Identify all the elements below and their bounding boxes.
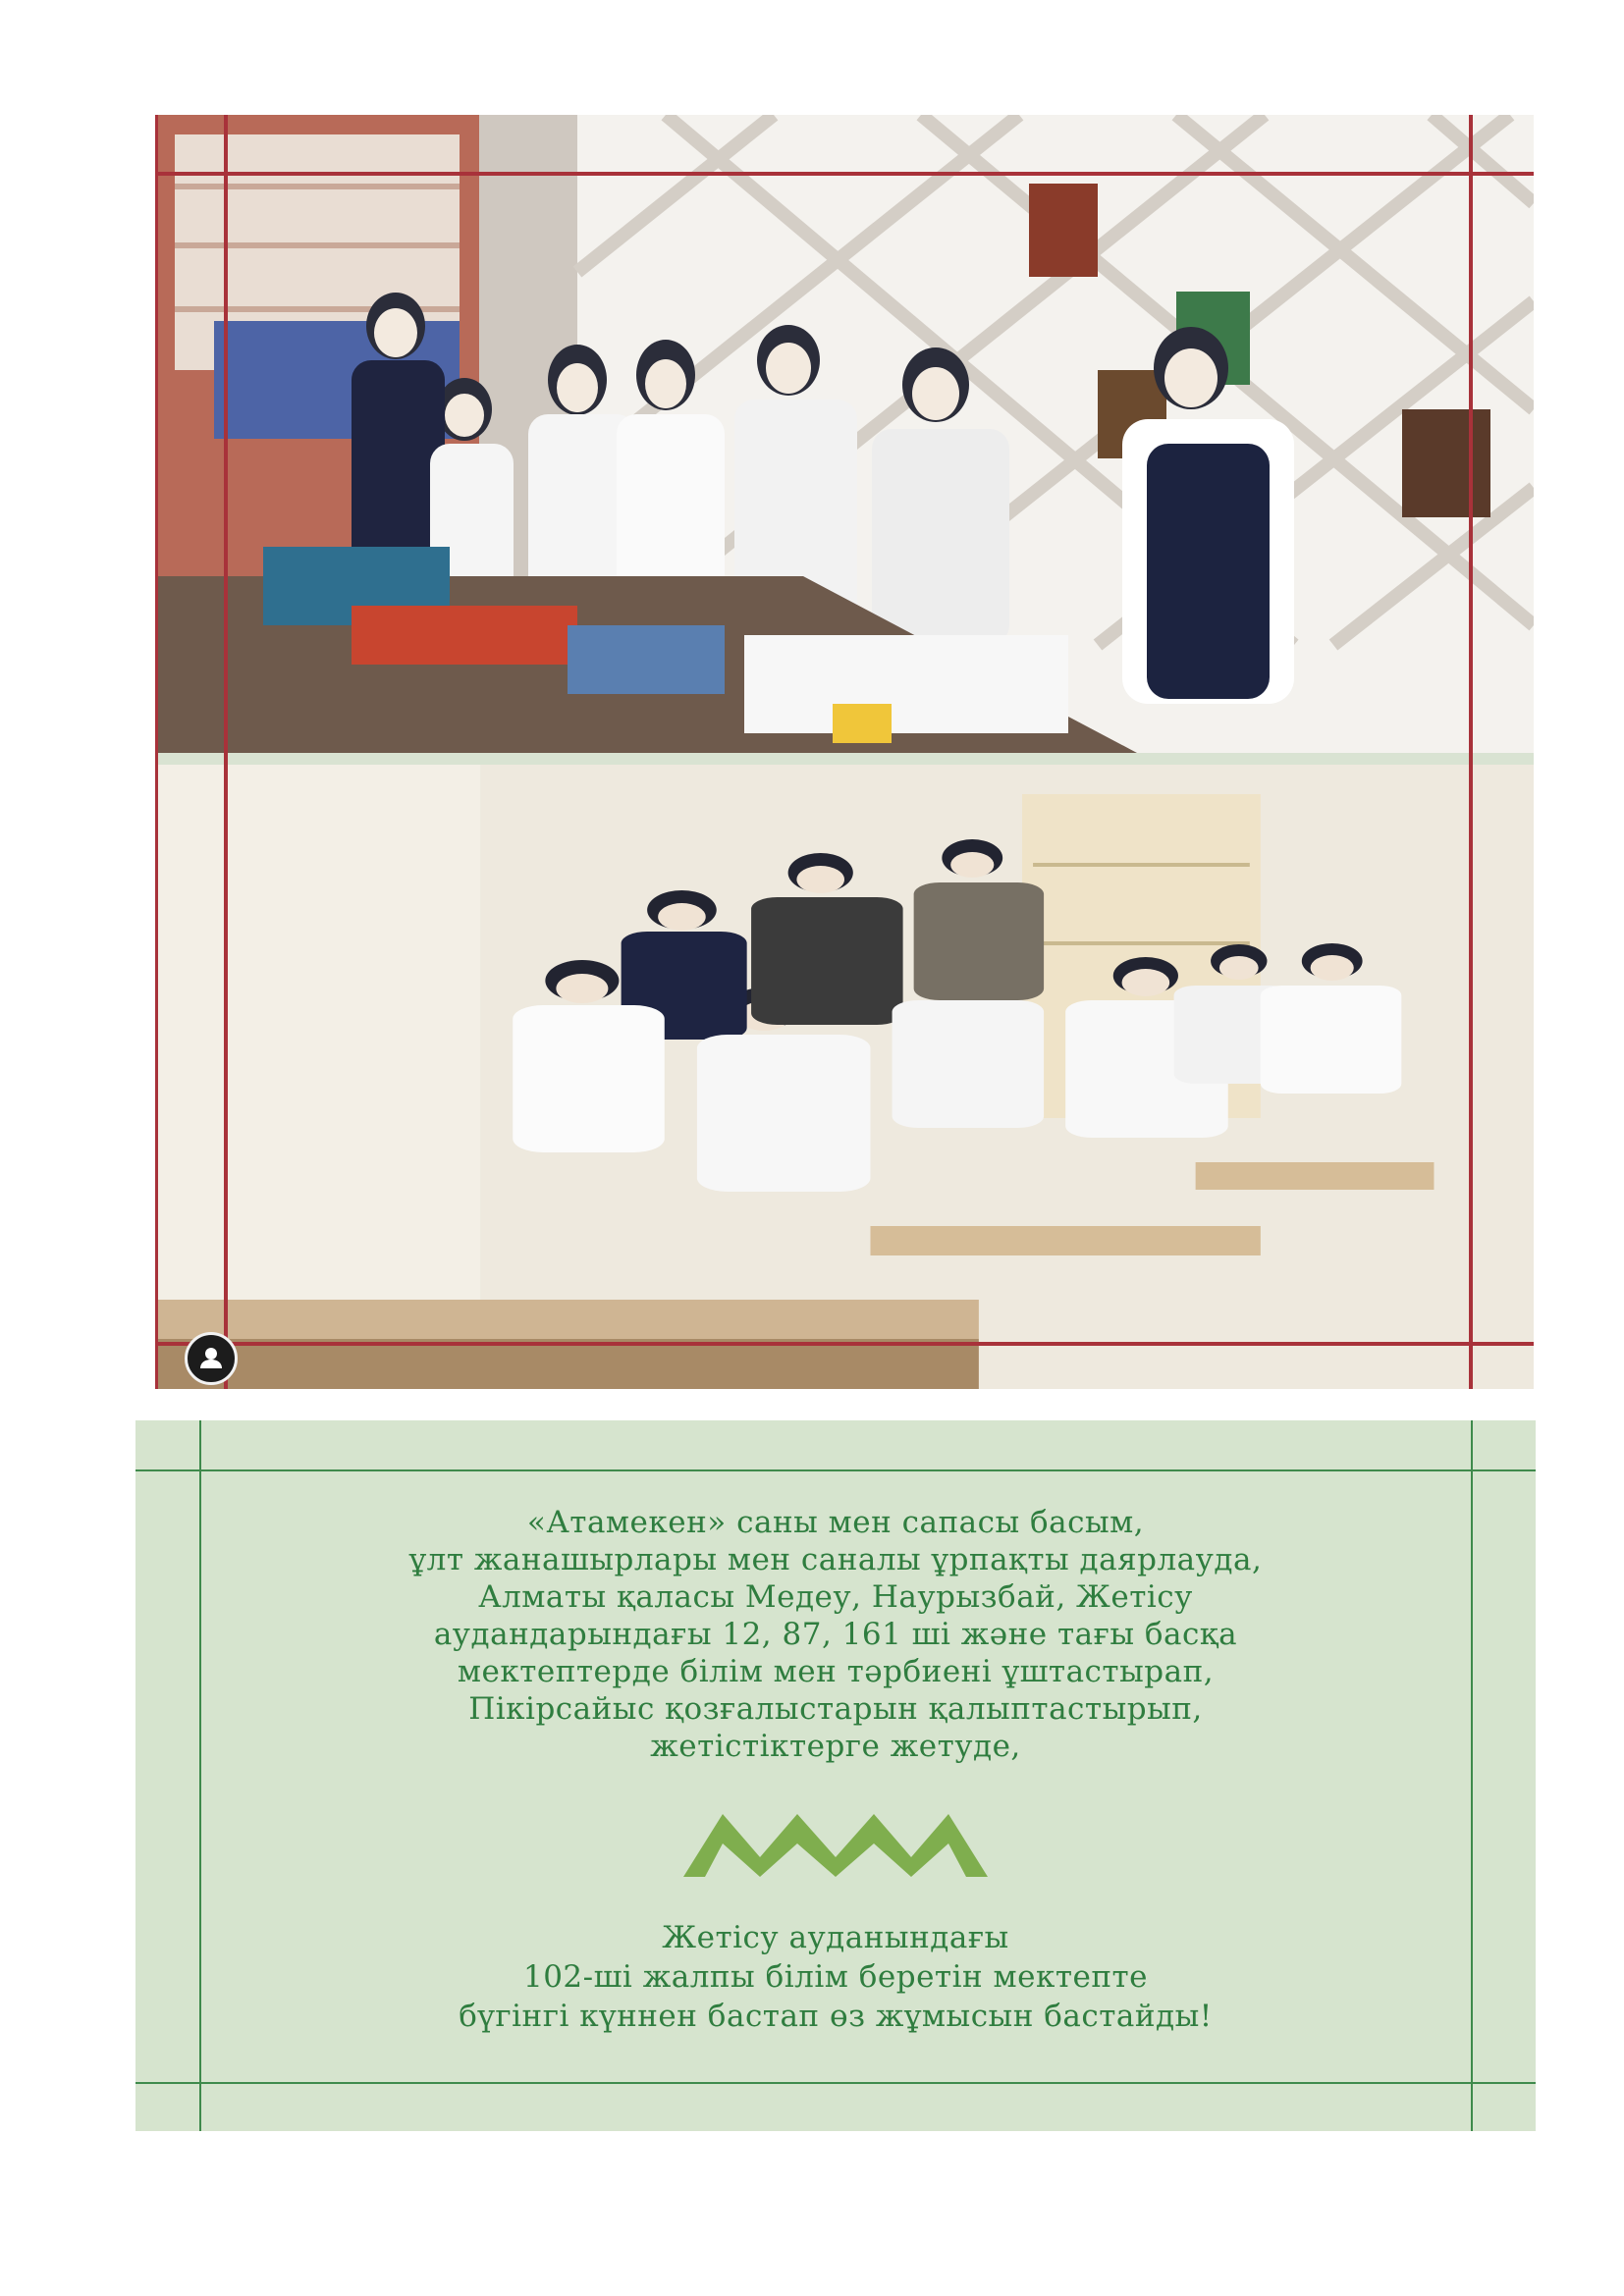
frame-line-left [224,115,228,1389]
mountains-ornament-icon [683,1814,988,1877]
classroom-photo [155,765,1534,1389]
library-photo [155,115,1534,753]
user-silhouette-icon [188,1335,235,1382]
announcement-line: «Атамекен» саны мен сапасы басым, [526,1505,1145,1540]
announcement-text [135,1504,1536,2036]
profile-avatar-icon[interactable] [185,1332,238,1385]
announcement-line: жетістіктерге жетуде, [650,1729,1021,1764]
frame-line-right [1469,115,1473,1389]
card-line-top [135,1469,1536,1471]
announcement-footer-line: Жетісу ауданындағы [662,1920,1009,1955]
announcement-footer-line: 102-ші жалпы білім беретін мектепте [522,1959,1149,1995]
announcement-line: аудандарындағы 12, 87, 161 ші және тағы басқа [433,1617,1238,1652]
frame-line-left-outer [155,115,158,1389]
photo-collage [155,115,1534,1389]
announcement-line: мектептерде білім мен тәрбиені ұштастырап, [457,1654,1215,1689]
announcement-card [135,1420,1536,2131]
announcement-footer-line: бүгінгі күннен бастап өз жұмысын бастайды! [459,1999,1213,2034]
frame-line-top [155,172,1534,176]
card-line-bottom [135,2082,1536,2084]
frame-line-bottom [155,1342,1534,1346]
announcement-line: Пікірсайыс қозғалыстарын қалыптастырып, [468,1691,1203,1727]
announcement-line: Алматы қаласы Медеу, Наурызбай, Жетісу [478,1579,1193,1615]
announcement-line: ұлт жанашырлары мен саналы ұрпақты даярлауда, [408,1542,1263,1577]
